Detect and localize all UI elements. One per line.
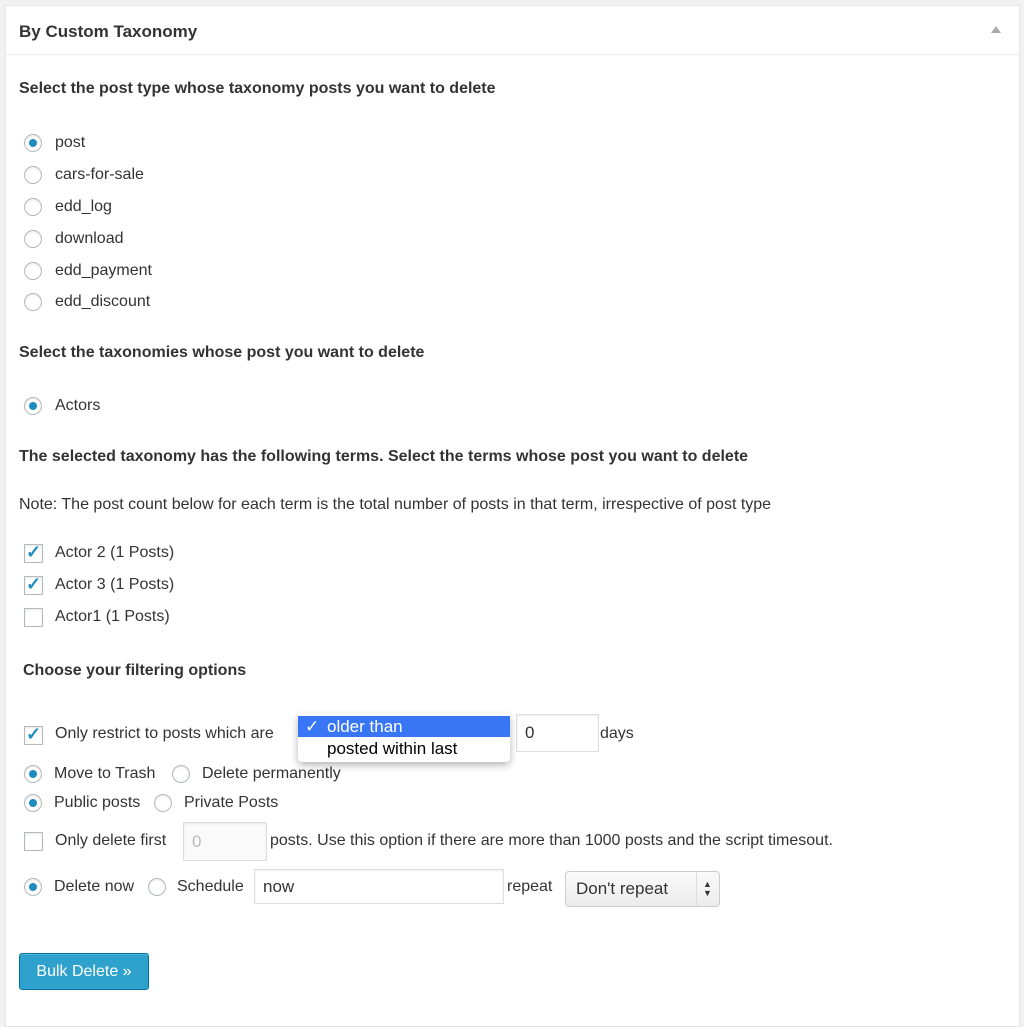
radio-label: edd_log — [55, 198, 112, 215]
radio-edd-discount[interactable] — [24, 293, 42, 311]
radio-label: Schedule — [177, 878, 244, 895]
radio-label: cars-for-sale — [55, 166, 144, 183]
radio-post[interactable] — [24, 134, 42, 152]
terms-heading: The selected taxonomy has the following terms. Select the terms whose post you want to delete — [19, 448, 749, 465]
checkmark-icon: ✓ — [305, 717, 320, 736]
restrict-checkbox[interactable] — [24, 726, 43, 745]
radio-schedule[interactable] — [148, 878, 166, 896]
term-label: Actor 2 (1 Posts) — [55, 544, 175, 561]
post-type-heading: Select the post type whose taxonomy posts you want to delete — [19, 80, 496, 97]
filter-heading: Choose your filtering options — [23, 662, 247, 679]
radio-label: Delete now — [54, 878, 135, 895]
limit-input[interactable]: 0 — [183, 822, 267, 861]
radio-private-posts[interactable] — [154, 794, 172, 812]
radio-edd-payment[interactable] — [24, 262, 42, 280]
triangle-up-icon[interactable] — [991, 26, 1001, 33]
bulk-delete-button[interactable]: Bulk Delete » — [19, 953, 149, 990]
radio-delete-permanently[interactable] — [172, 765, 190, 783]
radio-label: download — [55, 230, 124, 247]
repeat-select[interactable] — [565, 871, 720, 907]
term-checkbox-actor-2[interactable] — [24, 544, 43, 563]
radio-label: post — [55, 134, 86, 151]
radio-download[interactable] — [24, 230, 42, 248]
radio-edd-log[interactable] — [24, 198, 42, 216]
restrict-label: Only restrict to posts which are — [55, 725, 274, 742]
radio-label: edd_discount — [55, 293, 151, 310]
radio-label: Public posts — [54, 794, 141, 811]
term-label: Actor1 (1 Posts) — [55, 608, 170, 625]
radio-label: edd_payment — [55, 262, 152, 279]
custom-taxonomy-panel — [5, 5, 1020, 1027]
panel-title: By Custom Taxonomy — [19, 22, 198, 41]
schedule-input[interactable]: now — [254, 869, 504, 904]
limit-label: Only delete first — [55, 832, 167, 849]
radio-label: Actors — [55, 397, 101, 414]
radio-delete-now[interactable] — [24, 878, 42, 896]
term-checkbox-actor-3[interactable] — [24, 576, 43, 595]
option-label: older than — [327, 717, 403, 736]
days-input[interactable]: 0 — [516, 714, 599, 752]
radio-cars-for-sale[interactable] — [24, 166, 42, 184]
radio-label: Move to Trash — [54, 765, 156, 782]
radio-actors[interactable] — [24, 397, 42, 415]
terms-note: Note: The post count below for each term is the total number of posts in that term, irrespective of post type — [19, 496, 772, 513]
repeat-label: repeat — [507, 878, 553, 895]
days-label: days — [600, 725, 634, 742]
option-posted-within-last[interactable] — [298, 738, 510, 759]
repeat-select-value: Don't repeat — [576, 879, 669, 898]
restrict-dropdown-menu[interactable] — [298, 714, 510, 762]
taxonomy-heading: Select the taxonomies whose post you want to delete — [19, 344, 425, 361]
term-label: Actor 3 (1 Posts) — [55, 576, 175, 593]
radio-label: Private Posts — [184, 794, 279, 811]
term-checkbox-actor1[interactable] — [24, 608, 43, 627]
option-label: posted within last — [327, 739, 458, 758]
limit-note: posts. Use this option if there are more than 1000 posts and the script timesout. — [270, 832, 833, 849]
radio-move-to-trash[interactable] — [24, 765, 42, 783]
radio-label: Delete permanently — [202, 765, 341, 782]
select-arrows-icon: ▲ ▼ — [703, 879, 712, 898]
panel-header[interactable] — [6, 6, 1019, 55]
limit-checkbox[interactable] — [24, 832, 43, 851]
radio-public-posts[interactable] — [24, 794, 42, 812]
select-divider — [696, 872, 697, 906]
option-older-than[interactable] — [298, 716, 510, 737]
